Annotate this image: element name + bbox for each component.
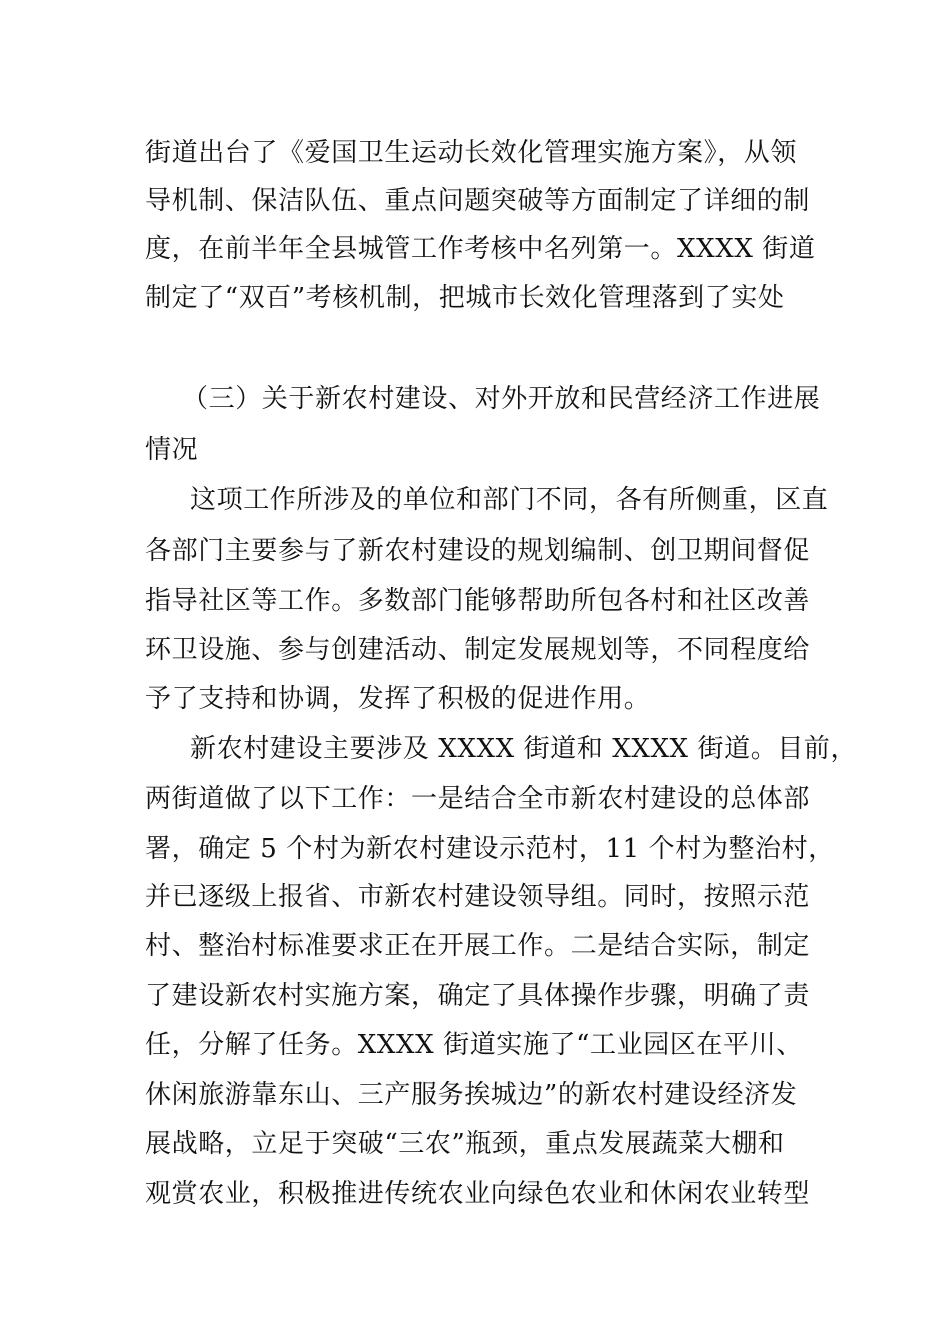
paragraph-line: 指导社区等工作。多数部门能够帮助所包各村和社区改善: [145, 586, 811, 616]
paragraph-line: 街道出台了《爱国卫生运动长效化管理实施方案》，从领: [145, 138, 798, 168]
section-heading: （三）关于新农村建设、对外开放和民营经济工作进展: [182, 384, 821, 414]
paragraph-line: 予了支持和协调，发挥了积极的促进作用。: [145, 684, 651, 714]
paragraph-line: 制定了“双百”考核机制，把城市长效化管理落到了实处: [145, 283, 785, 313]
paragraph-line: 任，分解了任务。XXXX 街道实施了“工业园区在平川、: [145, 1030, 803, 1060]
paragraph-line: 度，在前半年全县城管工作考核中名列第一。XXXX 街道: [145, 234, 816, 264]
paragraph-line: 了建设新农村实施方案，确定了具体操作步骤，明确了责: [145, 981, 811, 1011]
paragraph-line: 展战略，立足于突破“三农”瓶颈，重点发展蔬菜大棚和: [145, 1129, 785, 1159]
paragraph-line: 两街道做了以下工作：一是结合全市新农村建设的总体部: [145, 784, 811, 814]
paragraph-line: 这项工作所涉及的单位和部门不同，各有所侧重，区直: [190, 485, 829, 515]
paragraph-line: 环卫设施、参与创建活动、制定发展规划等，不同程度给: [145, 635, 811, 665]
paragraph-line: 各部门主要参与了新农村建设的规划编制、创卫期间督促: [145, 536, 811, 566]
paragraph-line: 村、整治村标准要求正在开展工作。二是结合实际，制定: [145, 931, 811, 961]
paragraph-line: 观赏农业，积极推进传统农业向绿色农业和休闲农业转型: [145, 1179, 811, 1209]
paragraph-line: 导机制、保洁队伍、重点问题突破等方面制定了详细的制: [145, 186, 811, 216]
paragraph-line: 署，确定 5 个村为新农村建设示范村，11 个村为整治村，: [145, 834, 835, 864]
section-heading-continued: 情况: [145, 435, 199, 465]
paragraph-line: 休闲旅游靠东山、三产服务挨城边”的新农村建设经济发: [145, 1080, 798, 1110]
paragraph-line: 新农村建设主要涉及 XXXX 街道和 XXXX 街道。目前，: [190, 734, 858, 764]
paragraph-line: 并已逐级上报省、市新农村建设领导组。同时，按照示范: [145, 882, 811, 912]
